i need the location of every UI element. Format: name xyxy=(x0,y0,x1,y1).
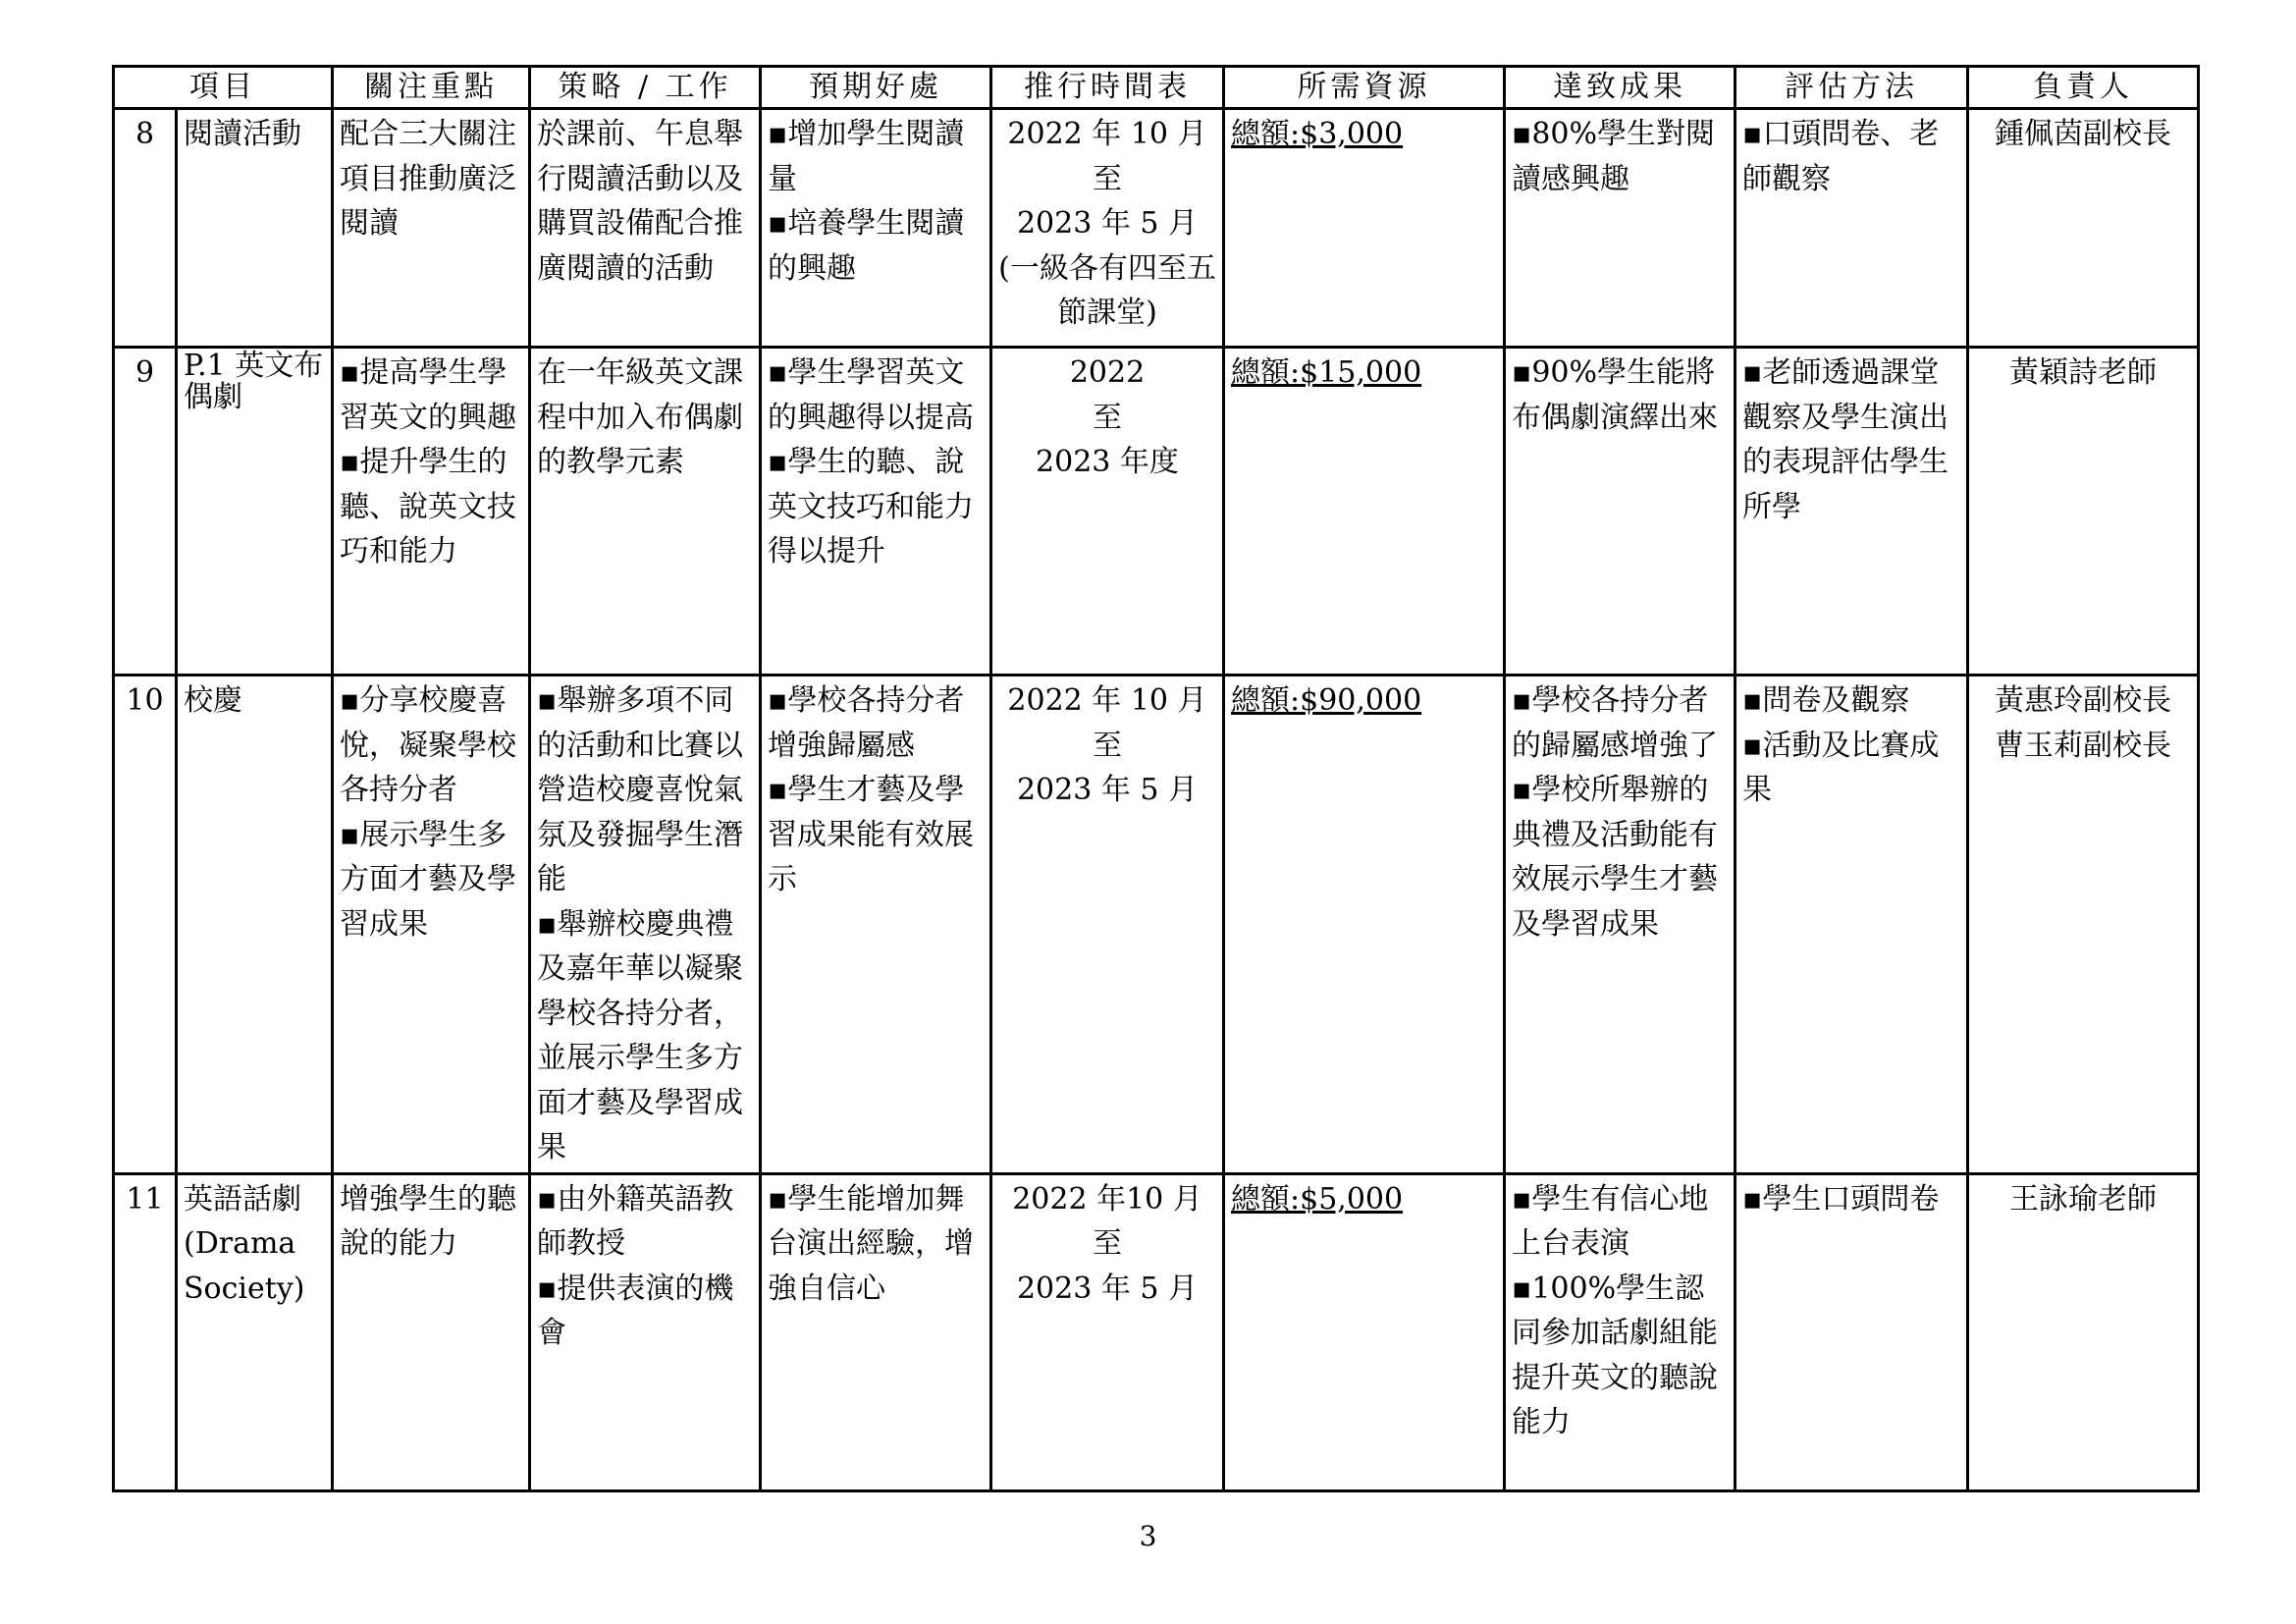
resources-cell xyxy=(1224,348,1505,676)
strategy-text: ▪舉辦多項不同的活動和比賽以營造校慶喜悅氣氛及發掘學生潛能 xyxy=(537,683,743,896)
row-number: 11 xyxy=(114,1173,177,1490)
row-number: 8 xyxy=(114,109,177,348)
header-evaluation: 評估方法 xyxy=(1735,67,1968,109)
schedule-start: 2022 xyxy=(1069,355,1146,390)
strategy-text: 於課前、午息舉行閱讀活動以及購買設備配合推廣閱讀的活動 xyxy=(537,117,743,286)
evaluation-text: ▪老師透過課堂觀察及學生演出的表現評估學生所學 xyxy=(1742,355,1949,524)
resources-total: 總額:$90,000 xyxy=(1231,683,1422,718)
resources-cell xyxy=(1224,676,1505,1174)
benefit-text: ▪學生能增加舞台演出經驗，增強自信心 xyxy=(768,1181,974,1306)
header-resources: 所需資源 xyxy=(1224,67,1505,109)
evaluation-cell xyxy=(1735,348,1968,676)
header-person: 負責人 xyxy=(1968,67,2199,109)
evaluation-cell xyxy=(1735,109,1968,348)
schedule-cell xyxy=(991,109,1224,348)
focus-text: ▪提升學生的聽、說英文技巧和能力 xyxy=(340,445,516,568)
focus-cell xyxy=(333,109,530,348)
strategy-cell xyxy=(530,348,761,676)
schedule-end: 2023 年 5 月 xyxy=(1016,1271,1199,1306)
header-benefits: 預期好處 xyxy=(761,67,991,109)
header-strategy: 策略 / 工作 xyxy=(530,67,761,109)
benefit-text: ▪學校各持分者增強歸屬感 xyxy=(768,683,965,763)
plan-table xyxy=(112,65,2200,1492)
page-number: 3 xyxy=(1139,1520,1157,1552)
table-row xyxy=(114,348,2199,676)
resources-cell xyxy=(1224,109,1505,348)
outcome-text: ▪100%學生認同參加話劇組能提升英文的聽說能力 xyxy=(1512,1271,1718,1439)
schedule-cell xyxy=(991,676,1224,1174)
schedule-end: 2023 年 5 月 xyxy=(1016,773,1199,807)
header-item: 項目 xyxy=(114,67,333,109)
focus-cell xyxy=(333,348,530,676)
table-row xyxy=(114,109,2199,348)
evaluation-cell xyxy=(1735,676,1968,1174)
item-name: 閱讀活動 xyxy=(177,109,333,348)
schedule-to: 至 xyxy=(1093,1226,1122,1261)
benefits-cell xyxy=(761,109,991,348)
benefit-text: ▪學生才藝及學習成果能有效展示 xyxy=(768,773,974,896)
outcome-text: ▪學生有信心地上台表演 xyxy=(1512,1181,1709,1261)
person-cell xyxy=(1968,676,2199,1174)
schedule-cell xyxy=(991,348,1224,676)
strategy-text: ▪提供表演的機會 xyxy=(537,1271,734,1350)
header-focus: 關注重點 xyxy=(333,67,530,109)
evaluation-cell xyxy=(1735,1173,1968,1490)
schedule-to: 至 xyxy=(1093,728,1122,763)
person-name: 黃穎詩老師 xyxy=(2009,355,2157,390)
schedule-to: 至 xyxy=(1093,400,1122,435)
schedule-start: 2022 年 10 月 xyxy=(1007,117,1207,151)
resources-total: 總額:$3,000 xyxy=(1231,117,1404,151)
focus-text: 配合三大關注項目推動廣泛閱讀 xyxy=(340,117,516,241)
person-cell xyxy=(1968,348,2199,676)
focus-text: 增強學生的聽說的能力 xyxy=(340,1181,516,1261)
outcomes-cell xyxy=(1505,1173,1735,1490)
benefit-text: ▪學生學習英文的興趣得以提高 xyxy=(768,355,974,435)
item-name: 英語話劇 (Drama Society) xyxy=(177,1173,333,1490)
schedule-end: 2023 年 5 月 xyxy=(1016,206,1199,241)
resources-total: 總額:$5,000 xyxy=(1231,1181,1404,1217)
focus-cell xyxy=(333,676,530,1174)
outcome-text: ▪學校所舉辦的典禮及活動能有效展示學生才藝及學習成果 xyxy=(1512,773,1718,942)
benefits-cell xyxy=(761,348,991,676)
strategy-text: ▪由外籍英語教師教授 xyxy=(537,1181,734,1261)
person-name: 王詠瑜老師 xyxy=(2009,1181,2157,1217)
outcomes-cell xyxy=(1505,109,1735,348)
outcome-text: ▪80%學生對閱讀感興趣 xyxy=(1512,117,1716,196)
header-outcomes: 達致成果 xyxy=(1505,67,1735,109)
row-number: 10 xyxy=(114,676,177,1174)
item-name: P.1 英文布偶劇 xyxy=(177,348,333,676)
benefit-text: ▪學生的聽、說英文技巧和能力得以提升 xyxy=(768,445,974,568)
table-row xyxy=(114,1173,2199,1490)
person-name: 鍾佩茵副校長 xyxy=(1995,117,2171,151)
focus-text: ▪提高學生學習英文的興趣 xyxy=(340,355,516,435)
benefit-text: ▪培養學生閱讀的興趣 xyxy=(768,206,965,286)
person-name: 黃惠玲副校長 xyxy=(1995,683,2171,718)
resources-total: 總額:$15,000 xyxy=(1231,355,1422,390)
focus-text: ▪分享校慶喜悅，凝聚學校各持分者 xyxy=(340,683,516,807)
outcomes-cell xyxy=(1505,676,1735,1174)
schedule-note: (一級各有四至五節課堂) xyxy=(998,250,1216,330)
strategy-text: ▪舉辦校慶典禮及嘉年華以凝聚學校各持分者，並展示學生多方面才藝及學習成果 xyxy=(537,906,743,1164)
person-cell xyxy=(1968,109,2199,348)
benefit-text: ▪增加學生閱讀量 xyxy=(768,117,965,196)
table-row xyxy=(114,676,2199,1174)
evaluation-text: ▪學生口頭問卷 xyxy=(1742,1181,1940,1217)
header-row xyxy=(114,67,2199,109)
evaluation-text: ▪口頭問卷、老師觀察 xyxy=(1742,117,1940,196)
schedule-start: 2022 年 10 月 xyxy=(1007,683,1207,718)
schedule-end: 2023 年度 xyxy=(1036,445,1179,479)
focus-cell xyxy=(333,1173,530,1490)
item-name: 校慶 xyxy=(177,676,333,1174)
person-cell xyxy=(1968,1173,2199,1490)
row-number: 9 xyxy=(114,348,177,676)
strategy-cell xyxy=(530,109,761,348)
benefits-cell xyxy=(761,676,991,1174)
resources-cell xyxy=(1224,1173,1505,1490)
outcomes-cell xyxy=(1505,348,1735,676)
schedule-to: 至 xyxy=(1093,161,1122,196)
header-schedule: 推行時間表 xyxy=(991,67,1224,109)
strategy-text: 在一年級英文課程中加入布偶劇的教學元素 xyxy=(537,355,743,479)
schedule-start: 2022 年10 月 xyxy=(1012,1181,1202,1217)
outcome-text: ▪90%學生能將布偶劇演繹出來 xyxy=(1512,355,1718,435)
outcome-text: ▪學校各持分者的歸屬感增強了 xyxy=(1512,683,1718,763)
schedule-cell xyxy=(991,1173,1224,1490)
evaluation-text: ▪問卷及觀察 xyxy=(1742,683,1910,718)
strategy-cell xyxy=(530,1173,761,1490)
benefits-cell xyxy=(761,1173,991,1490)
strategy-cell xyxy=(530,676,761,1174)
evaluation-text: ▪活動及比賽成果 xyxy=(1742,728,1940,807)
focus-text: ▪展示學生多方面才藝及學習成果 xyxy=(340,817,516,942)
person-name: 曹玉莉副校長 xyxy=(1995,728,2171,763)
